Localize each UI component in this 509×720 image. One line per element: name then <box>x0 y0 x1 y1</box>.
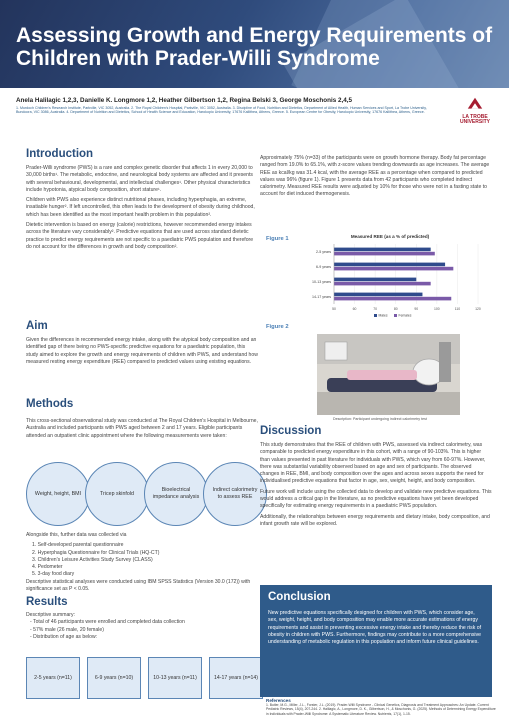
intro-heading: Introduction <box>26 148 94 160</box>
intro-paragraph: Dietetic intervention is based on energy (calorie) restrictions, however recommended energy intakes across the literature vary considerably². Predictive equations that are used across standard dietetic practice to predict energy requirements are not specific to a paediatric PWS population and therefore do not account for the differences in growth and body composition². <box>26 222 254 250</box>
bar-males <box>334 293 422 297</box>
conclusion-heading: Conclusion <box>268 591 331 603</box>
aim-section <box>26 320 258 369</box>
list-item: 2. Hyperphagia Questionnaire for Clinical Trials (HQ-CT) <box>32 549 160 556</box>
results-subheading: Descriptive summary: <box>26 612 75 618</box>
methods-list-intro: Alongside this, further data was collected via <box>26 532 127 538</box>
results-section <box>26 596 258 641</box>
figure-2-caption: Description: Participant undergoing indirect calorimetry test <box>333 417 427 421</box>
category-label: 2-5 years <box>316 249 331 254</box>
x-tick-label: 50 <box>332 307 336 311</box>
list-item: - Distribution of age as below: <box>30 633 98 640</box>
measurement-circle: Weight, height, BMI <box>26 462 90 526</box>
intro-paragraph: Children with PWS also experience distinct nutritional phases, including hyperphagia, an extreme, insatiable hunger². If left uncontrolled, this often leads to the development of obesity during childhood, which has been identified as the most important health problem in this population². <box>26 197 255 218</box>
x-tick-label: 110 <box>454 307 461 311</box>
methods-section <box>26 398 258 415</box>
discussion-section <box>260 425 492 531</box>
results-continued <box>260 155 492 202</box>
figure-1-label: Figure 1 <box>266 236 289 242</box>
legend-swatch <box>394 314 397 317</box>
intro-section <box>26 148 258 254</box>
list-item: 5. 3-day food diary <box>32 571 75 578</box>
measurement-circle: Tricep skinfold <box>85 462 149 526</box>
results-paragraph: Approximately 75% (n=33) of the participants were on growth hormone therapy. Body fat percentage ranged from 19.0% to 65.1%, with z-score values trending downwards as age increases. The average REE as kcal/kg was 31.4 kcal, with the average REE as a percentage when compared to predicted values was 96% (figure 1). Figure 1 presents data from 42 participants who completed indirect calorimetry. Measured REE results were adjusted by 10% for those who were not in a fasting state to account for diet induced thermogenesis. <box>260 155 490 198</box>
discussion-paragraph: Additionally, the relationships between energy requirements and dietary intake, body composition, and infant growth rate will be explored. <box>260 513 490 527</box>
x-tick-label: 90 <box>414 307 419 311</box>
measurement-circle: Bioelectrical impedance analysis <box>144 462 208 526</box>
bar-females <box>334 252 435 256</box>
intro-paragraph: Prader-Willi syndrome (PWS) is a rare and complex genetic disorder that affects 1 in every 20,000 to 30,000 births¹. The metabolic, endocrine, and neurological body systems are affected and it presents with several behavioural, developmental, and intellectual challenges¹. Other physical characteristics include hypotonia, atypical body composition, short stature¹. <box>26 165 253 193</box>
x-tick-label: 120 <box>475 307 481 311</box>
poster-title: Assessing Growth and Energy Requirements of Children with Prader-Willi Syndrome <box>16 24 493 70</box>
bar-males <box>334 263 445 267</box>
aim-heading: Aim <box>26 320 48 332</box>
category-label: 14-17 years <box>312 294 331 299</box>
list-item: - Total of 46 participants were enrolled and completed data collection <box>30 619 185 626</box>
discussion-paragraph: This study demonstrates that the REE of children with PWS, assessed via indirect calorimetry, was comparable to predicted energy expenditure in this cohort, with a range of 90-103%. This is higher than values presented in past literature for individuals with PWS, which vary from 60-97%. However, there was substantial variability observed based on age and sex of participants. The observed changes in REE, BMI, and body composition over the ages and across sexes supports the need for individualised predictive equations that factor in age, sex, weight, height, and body composition. <box>260 442 486 485</box>
photo-illustration <box>317 334 460 415</box>
legend-label: Females <box>398 313 412 318</box>
age-box: 14-17 years (n=14) <box>209 657 263 699</box>
methods-paragraph: This cross-sectional observational study was conducted at The Royal Children's Hospital in Melbourne, Australia and included participants with PWS aged between 2 and 17 years. Eligible participants attended an outpatient clinic appointment where the following measurements were taken: <box>26 418 258 439</box>
aim-paragraph: Given the differences in recommended energy intake, along with the atypical body composition and an identified gap of there being no PWS-specific predictive equations for a paediatric population, this study aimed to explore the growth and energy requirements of children with PWS, and understand how measured resting energy expenditure (REE) compared to predicted values using existing equations. <box>26 337 258 365</box>
x-tick-label: 80 <box>393 307 398 311</box>
list-item: - 57% male (26 male, 20 female) <box>30 626 104 633</box>
bar-females <box>334 267 453 271</box>
bar-females <box>334 297 451 301</box>
results-heading: Results <box>26 596 68 608</box>
measurement-circle: Indirect calorimetry to assess REE <box>203 462 267 526</box>
category-label: 10-13 years <box>312 279 331 284</box>
logo-icon <box>466 96 484 114</box>
age-box: 2-5 years (n=11) <box>26 657 80 699</box>
list-item: 4. Pedometer <box>32 564 63 571</box>
legend-label: Males <box>378 313 388 318</box>
methods-list <box>26 542 258 578</box>
discussion-heading: Discussion <box>260 425 322 437</box>
conclusion-box <box>260 585 492 697</box>
methods-statistics: Descriptive statistical analyses were conducted using IBM SPSS Statistics (Version 30.0 (172)) with significance set as P < 0.05. <box>26 578 251 593</box>
legend-swatch <box>374 314 377 317</box>
bar-males <box>334 278 416 282</box>
references <box>266 699 496 716</box>
list-item: 3. Children's Leisure Activities Study Survey (CLASS) <box>32 556 153 563</box>
age-box: 6-9 years (n=10) <box>87 657 141 699</box>
x-tick-label: 70 <box>373 307 378 311</box>
list-item: 1. Self-developed parental questionnaire <box>32 542 124 549</box>
participant-photo <box>317 334 460 415</box>
methods-heading: Methods <box>26 398 74 410</box>
methods-paragraph-wrap <box>26 418 258 443</box>
affiliations: 1. Murdoch Children's Research Institute, Parkville, VIC 3052, Australia. 2. The Royal Children's Hospital, Parkville, VIC 3052, Australia. 3. Discipline of Food, Nutrition and Dietetics, Department of Allied Health, Human Services and Sport, La Trobe University, Bundoora, VIC 3086, Australia. 4. Department of Nutrition and Dietetics, School of Health Science and Education, Harokopio University, 17676 Kallithea, Athens, Greece. 5. European Centre for Obesity, Harokopio University, 17676 Kallithea, Athens, Greece. <box>16 106 427 115</box>
age-box: 10-13 years (n=11) <box>148 657 202 699</box>
methods-list-section <box>26 532 258 596</box>
x-tick-label: 100 <box>434 307 440 311</box>
bar-males <box>334 248 431 252</box>
bar-females <box>334 282 431 286</box>
age-distribution <box>26 657 266 699</box>
ree-bar-chart <box>290 230 490 326</box>
measurements-diagram <box>26 462 266 530</box>
references-heading: References <box>266 698 291 703</box>
poster-header <box>0 0 509 88</box>
logo-text: LA TROBE UNIVERSITY <box>459 114 490 125</box>
chart-title: Measured REE (as a % of predicted) <box>350 234 430 239</box>
x-tick-label: 60 <box>352 307 357 311</box>
figure-2-label: Figure 2 <box>266 324 289 330</box>
discussion-paragraph: Future work will include using the collected data to develop and validate new predictive equations. This would address a critical gap in the literature, as no predictive equations have yet been developed specifically for estimating energy requirements in a paediatric PWS population. <box>260 488 492 510</box>
category-label: 6-9 years <box>316 264 331 269</box>
results-bullets <box>26 619 258 641</box>
references-text: 1. Butler, M.G., Miller, J.L., Forster, J.L. (2019). Prader-Willi Syndrome - Clinical Genetics, Diagnosis and Treatment Approaches: An Update. Current Pediatric Reviews, 15(4), 207-244. 2. Halilagic, A., Longmore, D. K., Gilbertson, H., & Moschonis, G. (2025). Methods of Determining Energy Expenditure in Individuals with Prader-Willi Syndrome: A Systematic Literature Review. Nutrients, 17(1), 1-15. <box>266 703 496 716</box>
latrobe-logo <box>450 96 500 126</box>
conclusion-text: New predictive equations specifically designed for children with PWS, which consider age, sex, weight, height, and body composition may enable more accurate estimations of energy requirements and assist in preventing excessive energy intake and thereby reduce the risk of obesity in children with PWS. Furthermore, findings may contribute to a more comprehensive understanding of metabolic regulation in this population and inform future clinical guidelines. <box>268 610 482 646</box>
authors: Anela Halilagic 1,2,3, Danielle K. Longmore 1,2, Heather Gilbertson 1,2, Regina Belski 3, George Moschonis 2,4,5 <box>16 97 352 104</box>
